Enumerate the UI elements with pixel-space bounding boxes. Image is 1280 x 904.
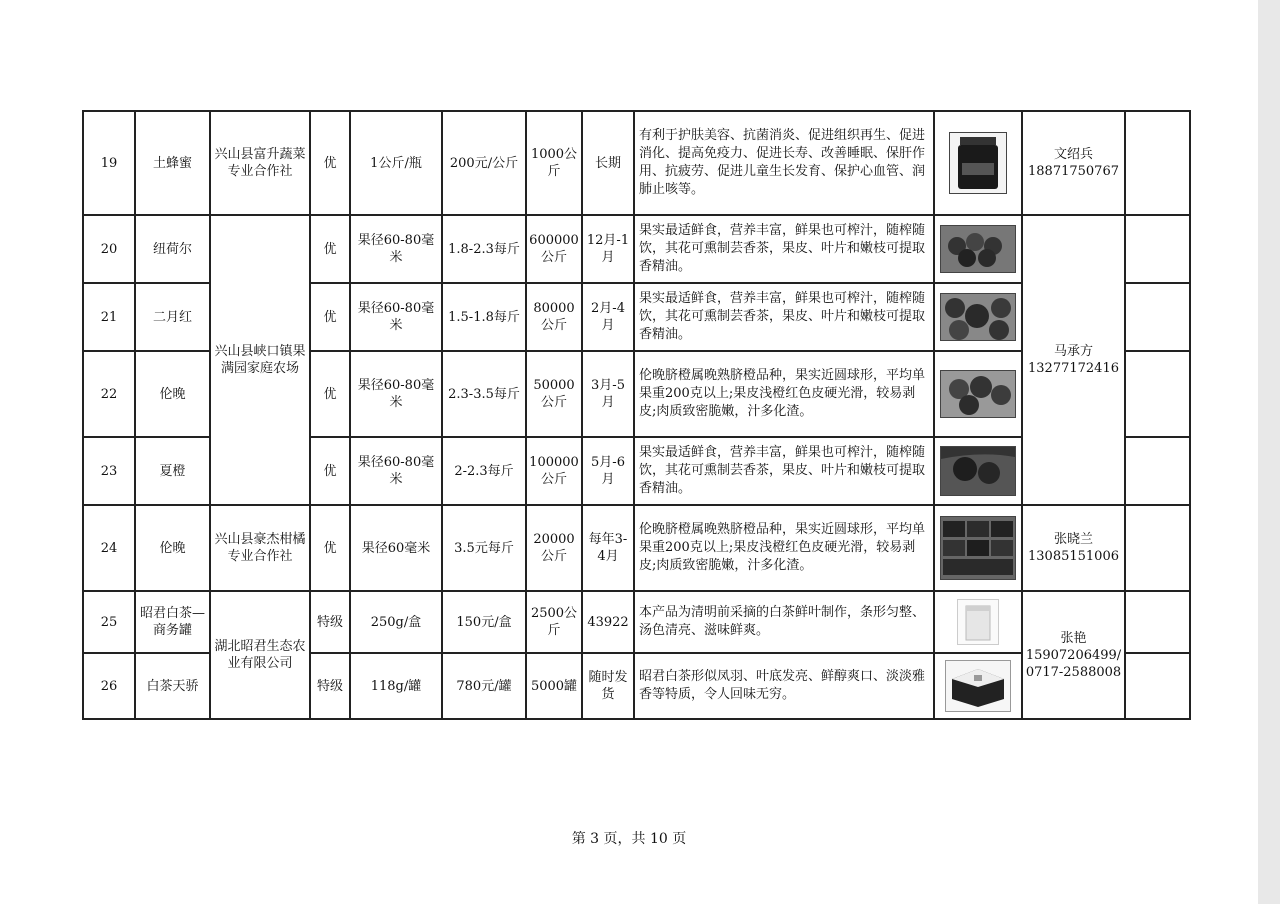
company-name: 兴山县富升蔬菜专业合作社 (210, 111, 310, 215)
contact-name: 张晓兰 (1053, 532, 1093, 547)
grade: 优 (310, 505, 350, 591)
price: 2.3-3.5每斤 (442, 351, 526, 437)
product-name: 伦晚 (135, 351, 210, 437)
contact-phone: 13085151006 (1028, 549, 1119, 564)
page-footer: 第 3 页，共 10 页 (571, 831, 687, 847)
contact-name: 马承方 (1053, 344, 1093, 359)
quantity: 50000公斤 (526, 351, 582, 437)
price: 150元/盒 (442, 591, 526, 653)
table-row (83, 111, 1190, 215)
product-name: 夏橙 (135, 437, 210, 505)
supply-period: 43922 (582, 591, 634, 653)
company-name: 兴山县豪杰柑橘专业合作社 (210, 505, 310, 591)
company-name: 湖北昭君生态农业有限公司 (210, 591, 310, 719)
supply-period: 3月-5月 (582, 351, 634, 437)
contact-cell (1022, 505, 1125, 591)
quantity: 80000公斤 (526, 283, 582, 351)
honey-jar-photo (949, 132, 1007, 194)
spec: 果径60-80毫米 (350, 351, 442, 437)
product-name: 昭君白茶—商务罐 (135, 591, 210, 653)
grade: 优 (310, 351, 350, 437)
product-photo-cell (934, 591, 1022, 653)
tea-box-photo (957, 599, 999, 645)
grade: 优 (310, 283, 350, 351)
price: 2-2.3每斤 (442, 437, 526, 505)
description: 有利于护肤美容、抗菌消炎、促进组织再生、促进消化、提高免疫力、促进长寿、改善睡眠、保肝作用、抗疲劳、促进儿童生长发育、保护心血管、润肺止咳等。 (634, 111, 934, 215)
product-photo-cell (934, 437, 1022, 505)
product-photo-cell (934, 653, 1022, 719)
product-photo-cell (934, 351, 1022, 437)
contact-name: 文绍兵 (1053, 147, 1093, 162)
contact-phone-2: 0717-2588008 (1025, 664, 1122, 680)
product-photo-cell (934, 505, 1022, 591)
product-name: 二月红 (135, 283, 210, 351)
quantity: 2500公斤 (526, 591, 582, 653)
spec: 果径60毫米 (350, 505, 442, 591)
contact-phone: 15907206499/ (1025, 647, 1122, 663)
description: 果实最适鲜食，营养丰富，鲜果也可榨汁，随榨随饮，其花可熏制芸香茶，果皮、叶片和嫩枝可提取香精油。 (634, 215, 934, 283)
product-table (82, 110, 1191, 720)
price: 3.5元每斤 (442, 505, 526, 591)
grade: 优 (310, 215, 350, 283)
description: 伦晚脐橙属晚熟脐橙品种，果实近圆球形，平均单果重200克以上;果皮浅橙红色皮硬光滑，较易剥皮;肉质致密脆嫩，汁多化渣。 (634, 505, 934, 591)
supply-period: 2月-4月 (582, 283, 634, 351)
blank-cell (1125, 591, 1190, 653)
blank-cell (1125, 437, 1190, 505)
description: 昭君白茶形似凤羽、叶底发亮、鲜醇爽口、淡淡雅香等特质，令人回味无穷。 (634, 653, 934, 719)
blank-cell (1125, 351, 1190, 437)
table-row (83, 215, 1190, 283)
supply-period: 每年3-4月 (582, 505, 634, 591)
description: 果实最适鲜食，营养丰富，鲜果也可榨汁，随榨随饮，其花可熏制芸香茶，果皮、叶片和嫩枝可提取香精油。 (634, 283, 934, 351)
grade: 特级 (310, 591, 350, 653)
price: 1.8-2.3每斤 (442, 215, 526, 283)
blank-cell (1125, 111, 1190, 215)
quantity: 1000公斤 (526, 111, 582, 215)
contact-phone: 18871750767 (1028, 164, 1119, 179)
quantity: 100000公斤 (526, 437, 582, 505)
contact-phone: 13277172416 (1028, 361, 1119, 376)
grade: 优 (310, 437, 350, 505)
oranges-photo (940, 370, 1016, 418)
row-number: 22 (83, 351, 135, 437)
product-name: 纽荷尔 (135, 215, 210, 283)
row-number: 25 (83, 591, 135, 653)
grade: 特级 (310, 653, 350, 719)
row-number: 20 (83, 215, 135, 283)
row-number: 19 (83, 111, 135, 215)
orange-basket-photo (940, 225, 1016, 273)
price: 780元/罐 (442, 653, 526, 719)
spec: 果径60-80毫米 (350, 437, 442, 505)
supply-period: 长期 (582, 111, 634, 215)
product-name: 土蜂蜜 (135, 111, 210, 215)
company-name: 兴山县峡口镇果满园家庭农场 (210, 215, 310, 505)
row-number: 21 (83, 283, 135, 351)
price: 1.5-1.8每斤 (442, 283, 526, 351)
blank-cell (1125, 283, 1190, 351)
scan-edge (1258, 0, 1280, 904)
description: 果实最适鲜食，营养丰富，鲜果也可榨汁，随榨随饮，其花可熏制芸香茶，果皮、叶片和嫩枝可提取香精油。 (634, 437, 934, 505)
quantity: 20000公斤 (526, 505, 582, 591)
row-number: 26 (83, 653, 135, 719)
table-row (83, 505, 1190, 591)
spec: 250g/盒 (350, 591, 442, 653)
product-photo-cell (934, 215, 1022, 283)
product-name: 白茶天骄 (135, 653, 210, 719)
product-photo-cell (934, 283, 1022, 351)
orange-crates-photo (940, 516, 1016, 580)
supply-period: 5月-6月 (582, 437, 634, 505)
contact-cell (1022, 215, 1125, 505)
supply-period: 12月-1月 (582, 215, 634, 283)
spec: 果径60-80毫米 (350, 283, 442, 351)
row-number: 23 (83, 437, 135, 505)
price: 200元/公斤 (442, 111, 526, 215)
table-row (83, 591, 1190, 653)
quantity: 5000罐 (526, 653, 582, 719)
contact-cell (1022, 591, 1125, 719)
product-name: 伦晚 (135, 505, 210, 591)
oranges-photo (940, 293, 1016, 341)
spec: 118g/罐 (350, 653, 442, 719)
grade: 优 (310, 111, 350, 215)
product-photo-cell (934, 111, 1022, 215)
quantity: 600000公斤 (526, 215, 582, 283)
description: 本产品为清明前采摘的白茶鲜叶制作，条形匀整、汤色清亮、滋味鲜爽。 (634, 591, 934, 653)
row-number: 24 (83, 505, 135, 591)
description: 伦晚脐橙属晚熟脐橙品种，果实近圆球形，平均单果重200克以上;果皮浅橙红色皮硬光滑，较易剥皮;肉质致密脆嫩，汁多化渣。 (634, 351, 934, 437)
supply-period: 随时发货 (582, 653, 634, 719)
tea-gift-box-photo (945, 660, 1011, 712)
blank-cell (1125, 215, 1190, 283)
spec: 1公斤/瓶 (350, 111, 442, 215)
spec: 果径60-80毫米 (350, 215, 442, 283)
orange-tree-photo (940, 446, 1016, 496)
blank-cell (1125, 653, 1190, 719)
blank-cell (1125, 505, 1190, 591)
contact-name: 张艳 (1060, 630, 1087, 646)
contact-cell (1022, 111, 1125, 215)
